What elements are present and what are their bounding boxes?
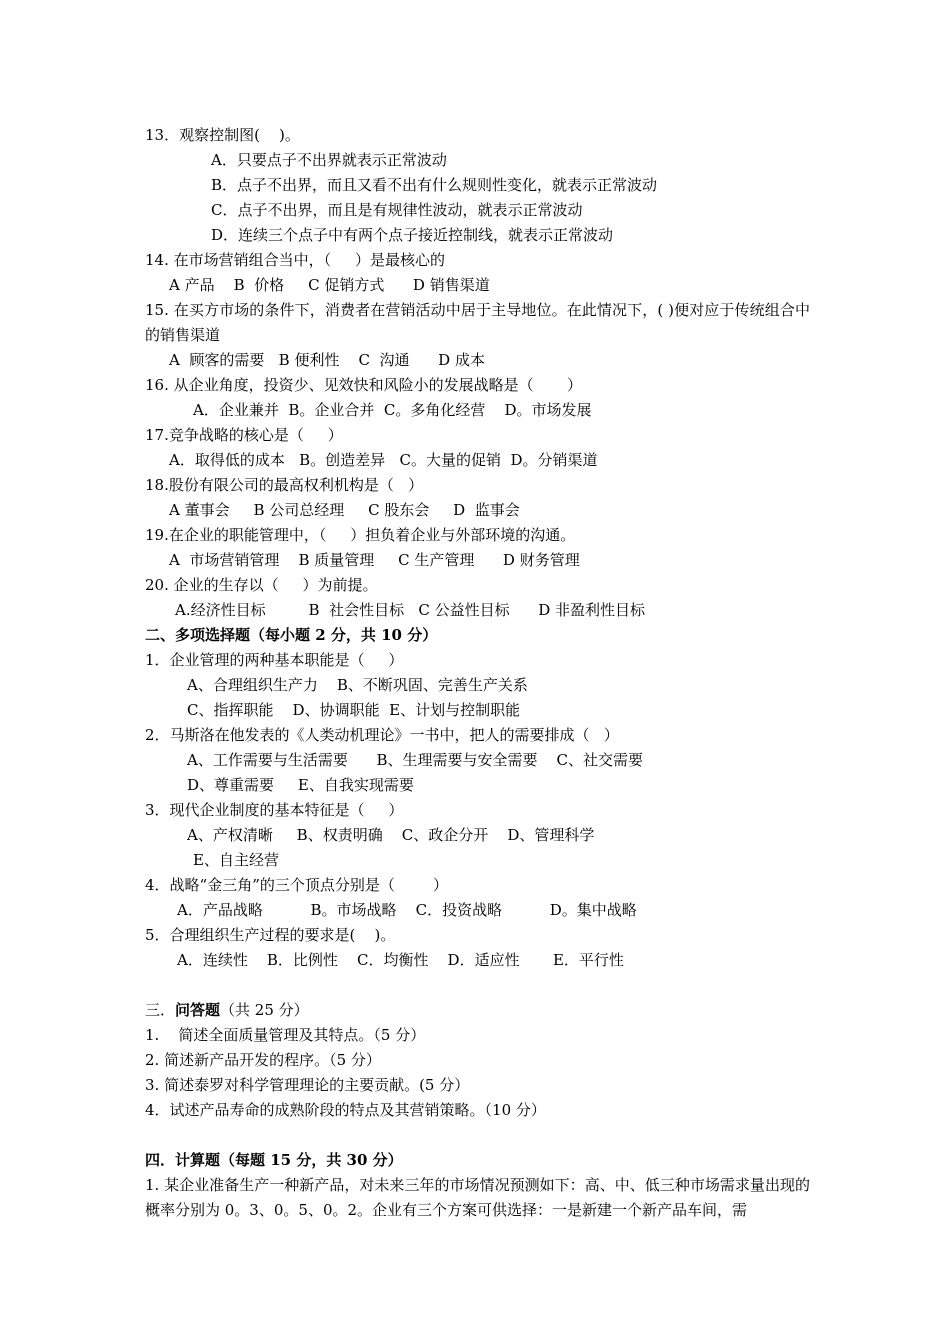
section-4-title: 四．计算题（每题 15 分，共 30 分）: [145, 1151, 403, 1169]
question-16-options: A．企业兼并 B。企业合并 C。多角化经营 D。市场发展: [193, 401, 592, 419]
section-2-title: 二、多项选择题（每小题 2 分，共 10 分）: [145, 626, 438, 644]
exam-content: [145, 123, 810, 1223]
essay-question-1: 1. 简述全面质量管理及其特点。（5 分）: [145, 1026, 426, 1044]
question-13-option-c: C．点子不出界，而且是有规律性波动，就表示正常波动: [211, 201, 583, 219]
blank-line: [145, 973, 810, 998]
question-19-options: A 市场营销管理 B 质量管理 C 生产管理 D 财务管理: [169, 551, 580, 569]
essay-question-3: 3. 简述泰罗对科学管理理论的主要贡献。(5 分）: [145, 1076, 470, 1094]
question-18-options: A 董事会 B 公司总经理 C 股东会 D 监事会: [169, 501, 520, 519]
section-3-title-prefix: 三．: [145, 1001, 176, 1019]
question-17-stem: 17.竞争战略的核心是（ ）: [145, 426, 343, 444]
question-18-stem: 18.股份有限公司的最高权利机构是（ ）: [145, 476, 424, 494]
mc-question-4-options: A．产品战略 B。市场战略 C．投资战略 D。集中战略: [177, 901, 637, 919]
question-20-stem: 20. 企业的生存以（ ）为前提。: [145, 576, 378, 594]
essay-question-4: 4．试述产品寿命的成熟阶段的特点及其营销策略。（10 分）: [145, 1101, 546, 1119]
mc-question-3-options-line-1: A、产权清晰 B、权责明确 C、政企分开 D、管理科学: [187, 826, 595, 844]
mc-question-2-options-line-2: D、尊重需要 E、自我实现需要: [187, 776, 414, 794]
question-19-stem: 19.在企业的职能管理中，（ ）担负着企业与外部环境的沟通。: [145, 526, 576, 544]
question-14-options: A 产品 B 价格 C 促销方式 D 销售渠道: [169, 276, 490, 294]
question-13-stem: 13．观察控制图( )。: [145, 126, 300, 144]
question-13-option-b: B．点子不出界，而且又看不出有什么规则性变化，就表示正常波动: [211, 176, 658, 194]
mc-question-3-options-line-2: E、自主经营: [193, 851, 279, 869]
mc-question-1-options-line-2: C、指挥职能 D、协调职能 E、计划与控制职能: [187, 701, 521, 719]
section-3-title-suffix: （共 25 分）: [220, 1001, 309, 1019]
question-13-option-a: A．只要点子不出界就表示正常波动: [211, 151, 447, 169]
question-13-option-d: D．连续三个点子中有两个点子接近控制线，就表示正常波动: [211, 226, 614, 244]
mc-question-1-options-line-1: A、合理组织生产力 B、不断巩固、完善生产关系: [187, 676, 528, 694]
question-15-stem: 15. 在买方市场的条件下，消费者在营销活动中居于主导地位。在此情况下，( )便对应于传统组合中的销售渠道: [145, 301, 810, 344]
question-20-options: A.经济性目标 B 社会性目标 C 公益性目标 D 非盈利性目标: [175, 601, 646, 619]
mc-question-2-stem: 2．马斯洛在他发表的《人类动机理论》一书中，把人的需要排成（ ）: [145, 726, 619, 744]
section-3-title-bold: 问答题: [175, 1001, 221, 1019]
mc-question-4-stem: 4．战略“金三角”的三个顶点分别是（ ）: [145, 876, 449, 894]
question-15-options: A 顾客的需要 B 便利性 C 沟通 D 成本: [169, 351, 485, 369]
mc-question-3-stem: 3．现代企业制度的基本特征是（ ）: [145, 801, 404, 819]
question-16-stem: 16. 从企业角度，投资少、见效快和风险小的发展战略是（ ）: [145, 376, 583, 394]
mc-question-5-stem: 5．合理组织生产过程的要求是( )。: [145, 926, 396, 944]
mc-question-5-options: A．连续性 B．比例性 C．均衡性 D．适应性 E．平行性: [177, 951, 624, 969]
question-17-options: A．取得低的成本 B。创造差异 C。大量的促销 D。分销渠道: [169, 451, 598, 469]
mc-question-2-options-line-1: A、工作需要与生活需要 B、生理需要与安全需要 C、社交需要: [187, 751, 644, 769]
mc-question-1-stem: 1．企业管理的两种基本职能是（ ）: [145, 651, 404, 669]
question-14-stem: 14. 在市场营销组合当中，（ ）是最核心的: [145, 251, 445, 269]
calc-question-1-text: 1. 某企业准备生产一种新产品，对未来三年的市场情况预测如下：高、中、低三种市场需求量出现的概率分别为 0。3、0。5、0。2。企业有三个方案可供选择：一是新建一个新产品车间，需: [145, 1176, 810, 1219]
essay-question-2: 2. 简述新产品开发的程序。（5 分）: [145, 1051, 381, 1069]
section-3-title: [145, 998, 810, 1023]
blank-line: [145, 1123, 810, 1148]
